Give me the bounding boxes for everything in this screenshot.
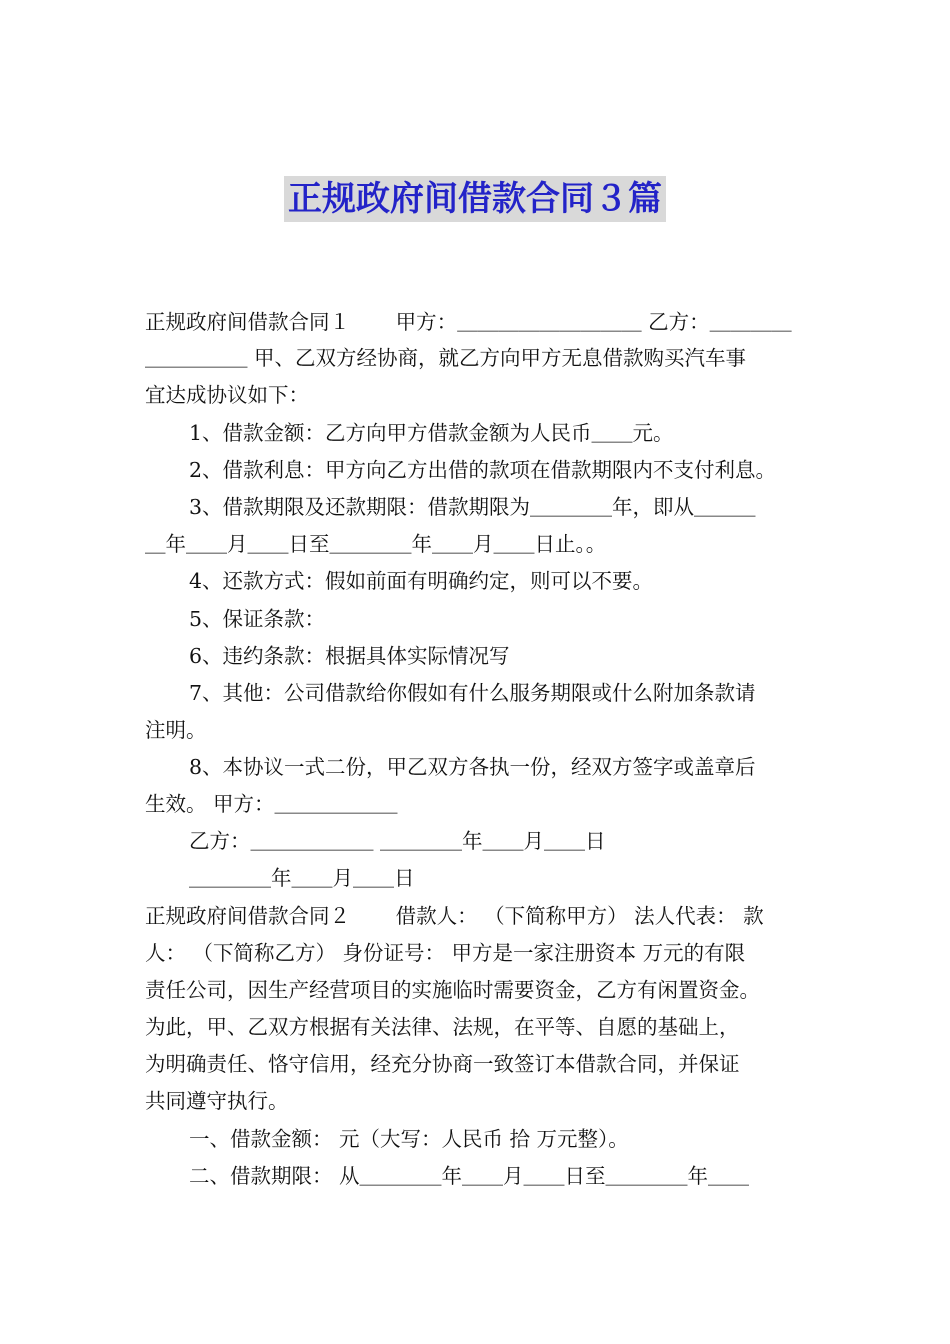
document-title: 正规政府间借款合同３篇 — [284, 176, 666, 222]
clause-8: 8、本协议一式二份，甲乙双方各执一份，经双方签字或盖章后 — [189, 755, 756, 779]
paragraph-line: 宜达成协议如下： — [145, 383, 309, 407]
paragraph-line: 注明。 — [145, 718, 207, 742]
clause-3: 3、借款期限及还款期限：借款期限为＿＿＿＿年，即从＿＿＿ — [189, 495, 756, 519]
clause-4: 4、还款方式：假如前面有明确约定，则可以不要。 — [189, 569, 654, 593]
clause-1: 1、借款金额：乙方向甲方借款金额为人民币＿＿元。 — [189, 421, 674, 445]
paragraph-line: 为此，甲、乙双方根据有关法律、法规，在平等、自愿的基础上， — [145, 1015, 740, 1039]
contract-2-heading-line: 正规政府间借款合同２ 借款人： （下简称甲方） 法人代表： 款 — [145, 904, 764, 928]
paragraph-line: ＿年＿＿月＿＿日至＿＿＿＿年＿＿月＿＿日止。。 — [145, 532, 607, 556]
contract-1-heading-line: 正规政府间借款合同１ 甲方：＿＿＿＿＿＿＿＿＿ 乙方：＿＿＿＿ — [145, 310, 792, 334]
signature-party-a: 生效。 甲方：＿＿＿＿＿＿ — [145, 792, 398, 816]
clause-7: 7、其他：公司借款给你假如有什么服务期限或什么附加条款请 — [189, 681, 756, 705]
paragraph-line: 为明确责任、恪守信用，经充分协商一致签订本借款合同，并保证 — [145, 1052, 740, 1076]
clause-5: 5、保证条款： — [189, 607, 326, 631]
signature-party-b: 乙方：＿＿＿＿＿＿ ＿＿＿＿年＿＿月＿＿日 — [189, 829, 606, 853]
article-2: 二、借款期限： 从＿＿＿＿年＿＿月＿＿日至＿＿＿＿年＿＿ — [189, 1164, 750, 1188]
paragraph-line: 责任公司，因生产经营项目的实施临时需要资金，乙方有闲置资金。 — [145, 978, 760, 1002]
paragraph-line: 共同遵守执行。 — [145, 1089, 289, 1113]
article-1: 一、借款金额： 元（大写：人民币 拾 万元整）。 — [189, 1127, 629, 1151]
clause-2: 2、借款利息：甲方向乙方出借的款项在借款期限内不支付利息。 — [189, 458, 777, 482]
paragraph-line: 人： （下简称乙方） 身份证号： 甲方是一家注册资本 万元的有限 — [145, 941, 746, 965]
title-block — [0, 176, 950, 222]
clause-6: 6、违约条款：根据具体实际情况写 — [189, 644, 510, 668]
paragraph-line: ＿＿＿＿＿ 甲、乙双方经协商，就乙方向甲方无息借款购买汽车事 — [145, 346, 747, 370]
signature-date: ＿＿＿＿年＿＿月＿＿日 — [189, 866, 415, 890]
